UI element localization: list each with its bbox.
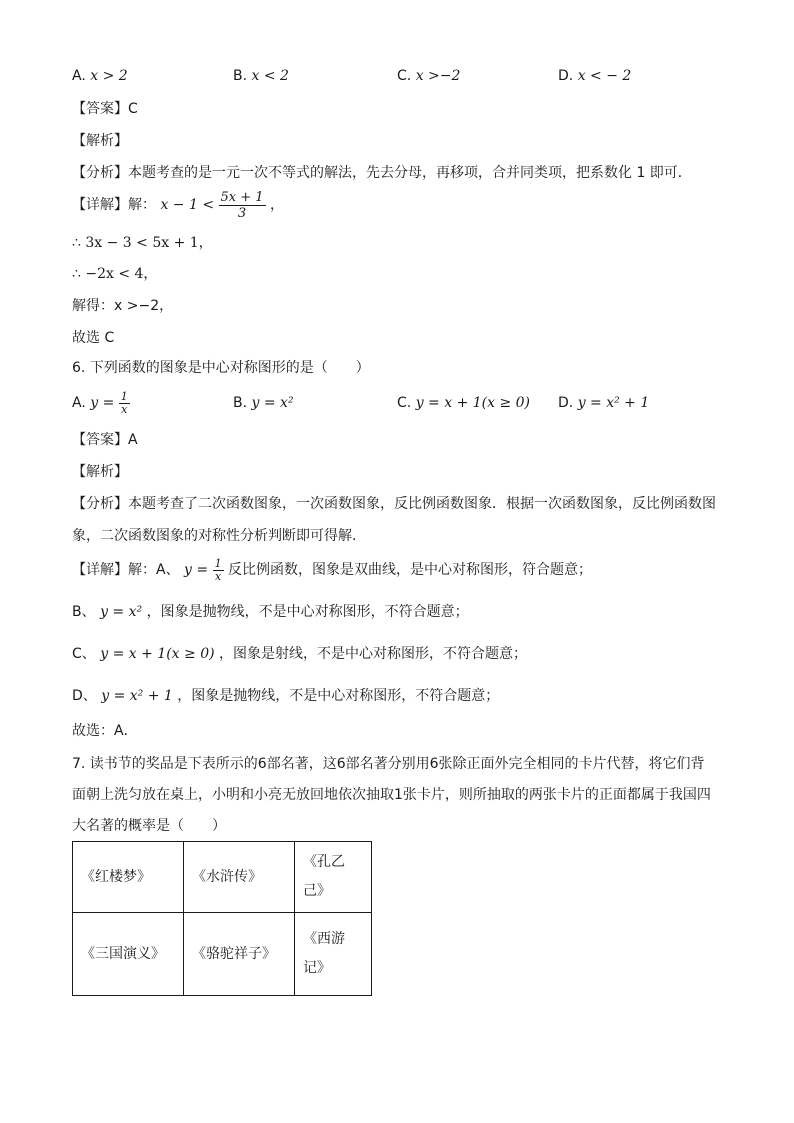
q5-analysis-heading: 【解析】 [72,133,128,149]
option-expr: y = [90,395,115,411]
detail-prefix: 【详解】解： [72,197,156,213]
table-cell: 《孔乙己》 [295,842,372,913]
option-label: C. [397,395,412,411]
q6-option-c [397,393,530,413]
detail-expr: y = [184,562,209,578]
q6-detail-b [72,602,469,622]
fraction-denominator: 3 [237,205,247,221]
detail-prefix: 【详解】解：A、 [72,562,180,578]
q5-step-2: ∴ −2x < 4， [72,266,158,282]
option-label: B. [233,395,248,411]
detail-text: 反比例函数，图象是双曲线，是中心对称图形，符合题意； [228,562,593,578]
q6-stem: 6. 下列函数的图象是中心对称图形的是（ ） [72,360,370,376]
q5-step-1: ∴ 3x − 3 < 5x + 1， [72,235,213,251]
detail-prefix: C、 [72,646,96,662]
option-expr: y = x² + 1 [577,395,650,411]
q7-stem-line-2: 面朝上洗匀放在桌上，小明和小亮无放回地依次抽取1张卡片，则所抽取的两张卡片的正面都属于我国四 [72,787,711,803]
q5-answer: 【答案】C [72,101,138,117]
detail-text: ，图象是射线，不是中心对称图形，不符合题意； [219,646,528,662]
q5-analysis: 【分析】本题考查的是一元一次不等式的解法，先去分母，再移项，合并同类项，把系数化 1 即可． [72,165,692,181]
q5-option-b [233,66,289,86]
detail-text: ，图象是抛物线，不是中心对称图形，不符合题意； [177,688,500,704]
detail-expr: y = x + 1(x ≥ 0) [100,646,215,662]
table-cell: 《西游记》 [295,913,372,996]
option-label: A. [72,68,86,84]
detail-fraction [219,190,266,221]
option-expr: y = x² [251,395,294,411]
table-row [73,913,372,996]
detail-expr: y = x² + 1 [101,688,173,704]
detail-prefix: D、 [72,688,97,704]
q6-conclusion: 故选：A． [72,723,138,739]
fraction-numerator: 1 [214,556,222,570]
q6-option-b [233,393,294,413]
detail-expr: y = x² [100,604,143,620]
q5-option-d [558,66,631,86]
option-expr: x > 2 [90,68,128,84]
fraction-numerator: 1 [120,389,128,403]
q6-detail-c [72,644,527,664]
q6-analysis-line-1: 【分析】本题考查了二次函数图象，一次函数图象，反比例函数图象．根据一次函数图象，反比例函数图 [72,496,716,512]
detail-tail: ， [270,197,285,213]
books-table [72,841,372,996]
detail-text: ，图象是抛物线，不是中心对称图形，不符合题意； [146,604,469,620]
option-fraction [119,391,130,416]
fraction-denominator: x [121,402,128,416]
q6-analysis-heading: 【解析】 [72,464,128,480]
option-label: D. [558,68,574,84]
option-expr: y = x + 1(x ≥ 0) [415,395,531,411]
option-label: A. [72,395,86,411]
option-expr: x < − 2 [577,68,632,84]
q7-stem-line-3: 大名著的概率是（ ） [72,818,226,834]
option-expr: x < 2 [251,68,289,84]
detail-lhs: x − 1 < [160,197,215,213]
q5-option-a [72,66,128,86]
option-label: B. [233,68,248,84]
q7-stem-line-1: 7. 读书节的奖品是下表所示的6部名著，这6部名著分别用6张除正面外完全相同的卡片代替，将它们背 [72,756,705,772]
detail-prefix: B、 [72,604,96,620]
q5-detail [72,188,284,222]
fraction-numerator: 5x + 1 [220,189,264,205]
q6-detail-d [72,686,499,706]
table-cell: 《骆驼祥子》 [184,913,295,996]
q5-conclusion: 故选 C [72,330,115,346]
q6-option-a [72,386,130,420]
q6-detail-a [72,553,592,587]
table-cell: 《三国演义》 [73,913,184,996]
table-cell: 《水浒传》 [184,842,295,913]
table-cell: 《红楼梦》 [73,842,184,913]
q6-option-d [558,393,649,413]
q5-step-3: 解得：x >−2， [72,298,174,314]
fraction-denominator: x [214,569,222,583]
q5-option-c [397,66,460,86]
option-label: D. [558,395,574,411]
q6-answer: 【答案】A [72,432,138,448]
detail-fraction [213,558,224,583]
option-label: C. [397,68,412,84]
option-expr: x >−2 [415,68,461,84]
q6-analysis-line-2: 象，二次函数图象的对称性分析判断即可得解． [72,528,366,544]
table-row [73,842,372,913]
